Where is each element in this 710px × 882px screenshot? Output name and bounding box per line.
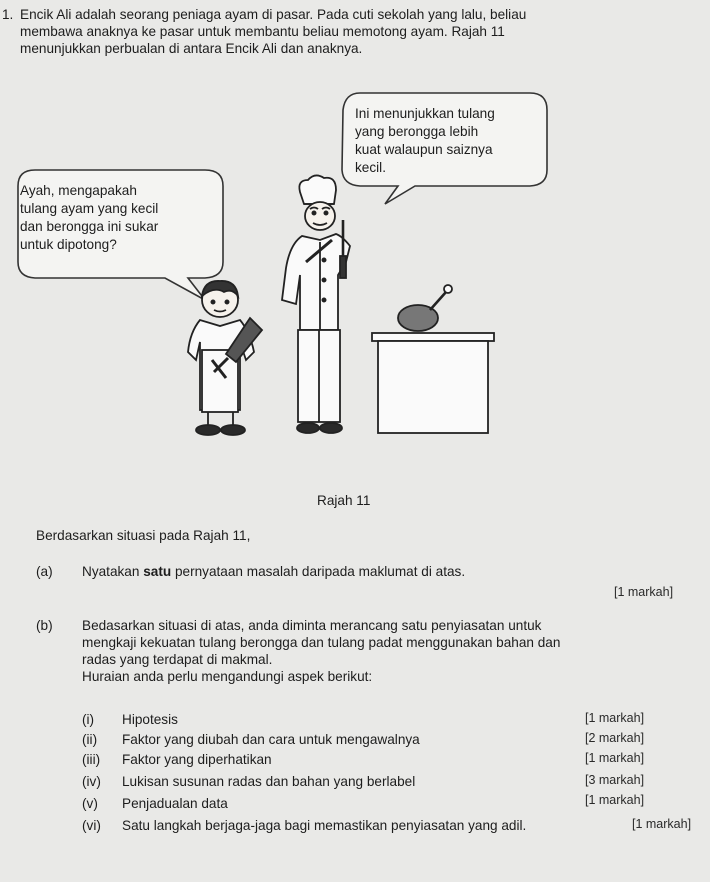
item-ii-number: (ii) [82, 732, 98, 747]
item-i-number: (i) [82, 712, 95, 727]
question-a-text-bold: satu [143, 564, 172, 579]
question-b-line-1: Bedasarkan situasi di atas, anda diminta merancang satu penyiasatan untuk [82, 618, 542, 633]
bubble-father-line-2: yang berongga lebih [355, 124, 479, 139]
child-illustration [188, 281, 262, 435]
bubble-father-line-3: kuat walaupun saiznya [355, 142, 493, 157]
item-iv-marks: [3 markah] [585, 773, 645, 787]
item-vi-marks: [1 markah] [632, 817, 692, 831]
figure-caption: Rajah 11 [317, 493, 371, 508]
question-b-label: (b) [36, 618, 53, 633]
question-b-line-3: radas yang terdapat di makmal. [82, 652, 273, 667]
question-b-line-4: Huraian anda perlu mengandungi aspek berikut: [82, 669, 373, 684]
question-a-label: (a) [36, 564, 53, 579]
chicken-drumstick-icon [398, 285, 452, 331]
bubble-father-line-1: Ini menunjukkan tulang [355, 106, 495, 121]
bubble-child-line-4: untuk dipotong? [20, 237, 117, 252]
question-a-text-post: pernyataan masalah daripada maklumat di atas. [171, 564, 466, 579]
item-ii-marks: [2 markah] [585, 731, 645, 745]
father-chef-illustration [282, 175, 350, 433]
question-number: 1. [2, 7, 14, 22]
item-vi-text: Satu langkah berjaga-jaga bagi memastikan penyiasatan yang adil. [122, 818, 527, 833]
item-ii-text: Faktor yang diubah dan cara untuk mengawalnya [122, 732, 420, 747]
bubble-child-line-3: dan berongga ini sukar [20, 219, 159, 234]
question-a-text-pre: Nyatakan [82, 564, 144, 579]
item-v-text: Penjadualan data [122, 796, 228, 811]
item-iii-number: (iii) [82, 752, 101, 767]
item-v-number: (v) [82, 796, 98, 811]
question-b-line-2: mengkaji kekuatan tulang berongga dan tulang padat menggunakan bahan dan [82, 635, 561, 650]
item-iv-text: Lukisan susunan radas dan bahan yang berlabel [122, 774, 416, 789]
bubble-child-line-1: Ayah, mengapakah [20, 183, 137, 198]
item-i-marks: [1 markah] [585, 711, 645, 725]
item-v-marks: [1 markah] [585, 793, 645, 807]
bubble-father-line-4: kecil. [355, 160, 386, 175]
question-a-text [82, 563, 465, 580]
question-a-marks: [1 markah] [614, 585, 674, 599]
item-iii-marks: [1 markah] [585, 751, 645, 765]
item-vi-number: (vi) [82, 818, 101, 833]
bubble-child-line-2: tulang ayam yang kecil [20, 201, 159, 216]
item-iv-number: (iv) [82, 774, 101, 789]
lead-text: Berdasarkan situasi pada Rajah 11, [36, 528, 251, 543]
intro-line-1: Encik Ali adalah seorang peniaga ayam di pasar. Pada cuti sekolah yang lalu, beliau [20, 7, 527, 22]
item-iii-text: Faktor yang diperhatikan [122, 752, 272, 767]
intro-line-2: membawa anaknya ke pasar untuk membantu beliau memotong ayam. Rajah 11 [20, 24, 505, 39]
item-i-text: Hipotesis [122, 712, 178, 727]
intro-line-3: menunjukkan perbualan di antara Encik Ali dan anaknya. [20, 41, 363, 56]
table-illustration [372, 333, 494, 433]
